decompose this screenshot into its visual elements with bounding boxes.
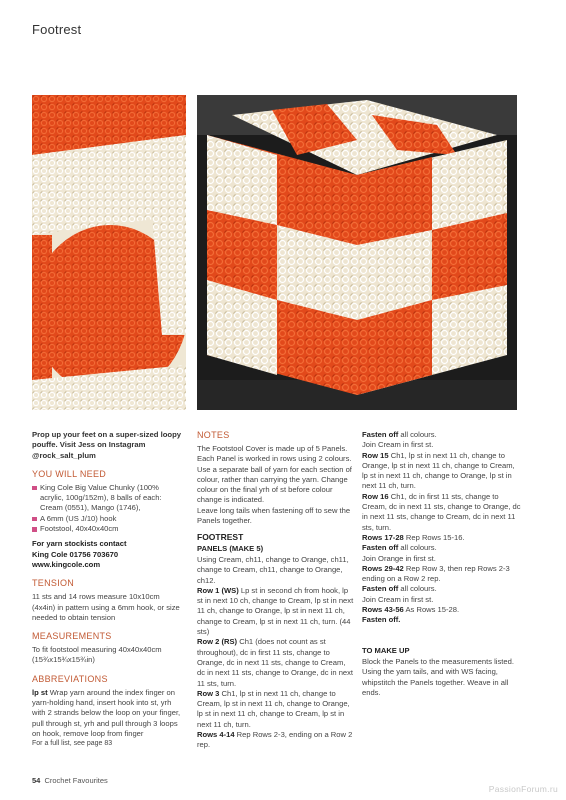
- row-label: Rows 4-14: [197, 730, 235, 740]
- intro-text: Prop up your feet on a super-sized loopy pouffe. Visit Jess on Instagram @rock_salt_plum: [32, 430, 182, 460]
- notes-text: The Footstool Cover is made up of 5 Panels. Each Panel is worked in rows using 2 colours. Use a separate ball of yarn for each section of colour, rather than carrying the yarn. Change colour on the final yrh of st before colour change is indicated.: [197, 444, 352, 505]
- row-text: Rep Row 3, then rep Rows 2-3 ending on a Row 2 rep.: [362, 563, 510, 584]
- pattern-row: [362, 584, 522, 594]
- row-text: all colours.: [398, 430, 437, 439]
- row-label: Row 3: [197, 688, 220, 698]
- row-label: Rows 43-56: [362, 605, 404, 615]
- pattern-row: [197, 637, 354, 688]
- pattern-using: Using Cream, ch11, change to Orange, ch11, change to Cream, ch11, change to Orange, ch12.: [197, 554, 349, 585]
- row-text: Ch1, dc in first 11 sts, change to Cream, dc in next 11 sts, change to Orange, dc in next 11 sts, change to Cream, dc in next 11 sts, turn.: [362, 491, 521, 532]
- stockists-phone: King Cole 01756 703670: [32, 549, 119, 559]
- measurements-heading: MEASUREMENTS: [32, 631, 112, 642]
- row-label: Row 2 (RS): [197, 637, 238, 647]
- panels-heading: PANELS (MAKE 5): [197, 543, 264, 553]
- row-label: Fasten off: [362, 584, 399, 594]
- row-text: all colours.: [398, 584, 437, 594]
- row-text: Ch1, lp st in next 11 ch, change to Orange, lp st in next 11 ch, change to Cream, lp st in next 11 ch, change to Orange, lp st in next 11 ch, turn.: [362, 450, 515, 491]
- row-text: As Rows 15-28.: [403, 605, 460, 615]
- pattern-row: [362, 605, 522, 615]
- tension-text: 11 sts and 14 rows measure 10x10cm (4x4in) in pattern using a 6mm hook, or size needed to obtain tension: [32, 592, 180, 622]
- pattern-row: [362, 451, 522, 492]
- row-label: Rows 29-42: [362, 563, 404, 573]
- pattern-row: [197, 730, 354, 751]
- tension-heading: TENSION: [32, 578, 75, 589]
- make-up-text: Block the Panels to the measurements listed. Using the yarn tails, and with WS facing, whipstitch the Panels together. Weave in all ends.: [362, 656, 514, 697]
- page-number: 54: [32, 776, 41, 785]
- materials-item: A 6mm (US J/10) hook: [32, 514, 184, 524]
- pattern-row: [197, 689, 354, 730]
- row-text: Rep Rows 15-16.: [403, 532, 465, 542]
- row-text: Ch1, lp st in next 11 ch, change to Cream, lp st in next 11 ch, change to Orange, lp st in next 11 ch, change to Cream, lp st in next 11 ch, turn.: [197, 688, 350, 729]
- you-will-need-heading: YOU WILL NEED: [32, 468, 107, 479]
- watermark: PassionForum.ru: [488, 784, 558, 794]
- row-label: Row 15: [362, 450, 389, 460]
- abbreviation-term: lp st: [32, 687, 48, 697]
- row-label: Row 1 (WS): [197, 585, 239, 595]
- join-text: Join Cream in first st.: [362, 440, 434, 450]
- join-text: Join Cream in first st.: [362, 594, 434, 604]
- materials-list: [32, 483, 184, 534]
- notes-heading: NOTES: [197, 430, 230, 440]
- join-text: Join Orange in first st.: [362, 553, 436, 563]
- pattern-row: [362, 564, 522, 585]
- page-footer: [32, 776, 108, 785]
- abbreviation-entry: [32, 688, 184, 739]
- abbreviations-more: For a full list, see page 83: [32, 740, 113, 748]
- pattern-row: [362, 430, 522, 440]
- column-3: [362, 430, 522, 698]
- row-label: Fasten off: [362, 430, 399, 439]
- row-text: all colours.: [398, 543, 437, 553]
- pattern-row: [362, 533, 522, 543]
- pattern-row: [362, 543, 522, 553]
- pattern-row: [362, 492, 522, 533]
- row-text: Rep Rows 2-3, ending on a Row 2 rep.: [197, 730, 353, 750]
- footstool-closeup-photo: [32, 95, 186, 410]
- notes-text-2: Leave long tails when fastening off to sew the Panels together.: [197, 505, 351, 526]
- measurements-text: To fit footstool measuring 40x40x40cm (15¾x15¾x15¾in): [32, 645, 162, 665]
- row-label: Row 16: [362, 491, 389, 501]
- page-title: Footrest: [32, 22, 82, 37]
- abbreviation-definition: Wrap yarn around the index finger on yarn-holding hand, insert hook into st, yrh with 2 strands below the loop on your finger, pull through st, yrh and pull through 3 loops on hook, remove loop from finger: [32, 687, 181, 738]
- row-text: Ch1 (does not count as st throughout), dc in first 11 sts, change to Orange, dc in next 11 sts, change to Cream, dc in next 11 sts, change to Orange, dc in next 11 sts, turn.: [197, 637, 354, 688]
- pattern-row: [197, 586, 354, 637]
- footstool-photo: [197, 95, 517, 410]
- stockists-line: For yarn stockists contact: [32, 539, 127, 549]
- fasten-off-text: Fasten off.: [362, 615, 401, 625]
- abbreviations-heading: ABBREVIATIONS: [32, 673, 108, 684]
- column-1: [32, 430, 184, 750]
- row-label: Fasten off: [362, 543, 399, 553]
- materials-item: King Cole Big Value Chunky (100% acrylic, 100g/152m), 8 balls of each: Cream (0551), Mango (1746),: [32, 483, 184, 514]
- stockists-website-link[interactable]: www.kingcole.com: [32, 559, 101, 569]
- materials-item: Footstool, 40x40x40cm: [32, 524, 184, 534]
- footstool-heading: FOOTREST: [197, 532, 244, 543]
- row-label: Rows 17-28: [362, 532, 404, 542]
- make-up-heading: TO MAKE UP: [362, 645, 410, 655]
- row-text: Lp st in second ch from hook, lp st in next 10 ch, change to Cream, lp st in next 11 ch, change to Orange, lp st in next 11 ch, change to Cream, lp st in next 11 ch, turn. (44 sts): [197, 585, 354, 637]
- magazine-name: Crochet Favourites: [44, 776, 108, 785]
- column-2: [197, 430, 354, 751]
